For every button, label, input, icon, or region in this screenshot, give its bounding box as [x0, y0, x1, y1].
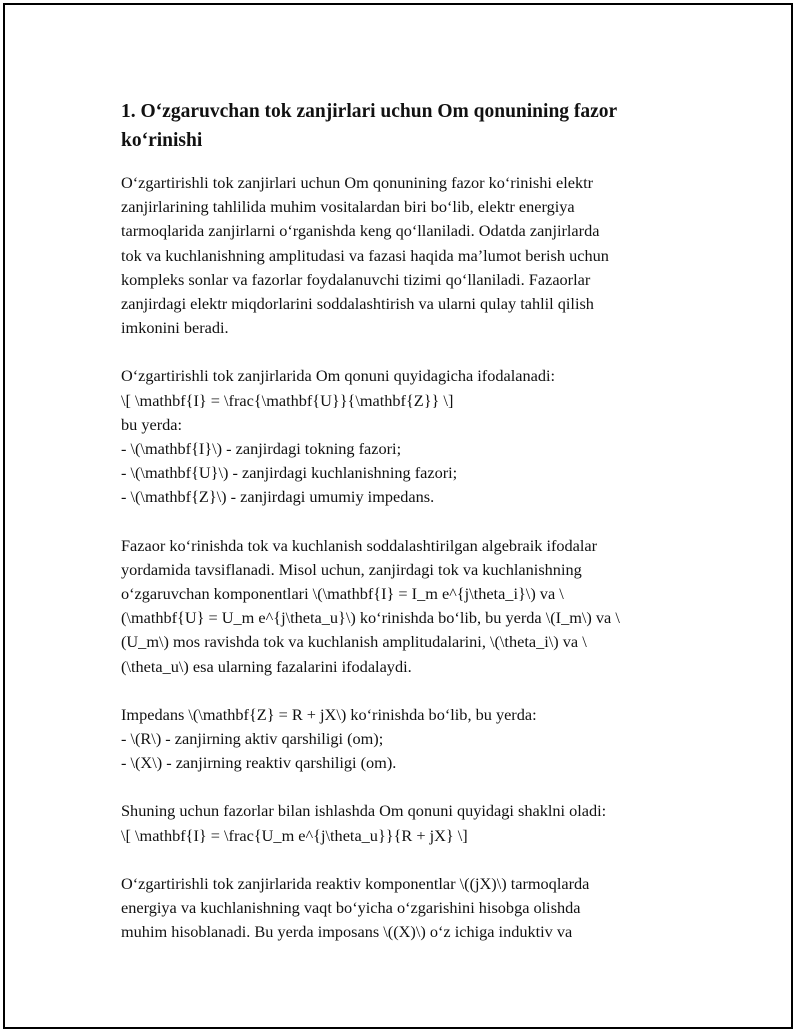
- paragraph-phasor-ohm: [121, 799, 699, 847]
- paragraph-phasor-form: [121, 534, 699, 679]
- paragraph-intro: [121, 171, 699, 340]
- document-body: [121, 97, 699, 968]
- text-line: O‘zgartirishli tok zanjirlarida reaktiv komponentlar \((jX)\) tarmoqlarda: [121, 873, 590, 893]
- text-line: zanjirlarining tahlilida muhim vositalardan biri bo‘lib, elektr energiya: [121, 197, 575, 217]
- text-line: imkonini beradi.: [121, 318, 229, 338]
- text-line: Fazaor ko‘rinishda tok va kuchlanish soddalashtirilgan algebraik ifodalar: [121, 535, 598, 555]
- formula-line: \[ \mathbf{I} = \frac{\mathbf{U}}{\mathbf{Z}} \]: [121, 390, 454, 410]
- text-line: yordamida tavsiflanadi. Misol uchun, zanjirdagi tok va kuchlanishning: [121, 559, 582, 579]
- text-line: Impedans \(\mathbf{Z} = R + jX\) ko‘rinishda bo‘lib, bu yerda:: [121, 704, 537, 724]
- page-frame: [3, 3, 793, 1029]
- formula-line: \[ \mathbf{I} = \frac{U_m e^{j\theta_u}}{R + jX} \]: [121, 825, 468, 845]
- text-line: muhim hisoblanadi. Bu yerda imposans \((X)\) o‘z ichiga induktiv va: [121, 922, 573, 942]
- text-line: tok va kuchlanishning amplitudasi va fazasi haqida ma’lumot berish uchun: [121, 245, 609, 265]
- title-line: 1. O‘zgaruvchan tok zanjirlari uchun Om qonunining fazor: [121, 101, 618, 122]
- text-line: energiya va kuchlanishning vaqt bo‘yicha o‘zgarishini hisobga olishda: [121, 898, 581, 918]
- text-line: o‘zgaruvchan komponentlari \(\mathbf{I} = I_m e^{j\theta_i}\) va \: [121, 584, 564, 604]
- list-item: - \(X\) - zanjirning reaktiv qarshiligi (om).: [121, 753, 397, 773]
- text-line: (\theta_u\) esa ularning fazalarini ifodalaydi.: [121, 656, 412, 676]
- text-line: O‘zgartirishli tok zanjirlarida Om qonuni quyidagicha ifodalanadi:: [121, 366, 556, 386]
- list-item: - \(R\) - zanjirning aktiv qarshiligi (om);: [121, 729, 384, 749]
- text-line: O‘zgartirishli tok zanjirlari uchun Om qonunining fazor ko‘rinishi elektr: [121, 173, 594, 192]
- list-item: - \(\mathbf{U}\) - zanjirdagi kuchlanishning fazori;: [121, 463, 458, 483]
- text-line: Shuning uchun fazorlar bilan ishlashda Om qonuni quyidagi shaklni oladi:: [121, 801, 607, 821]
- text-line: (U_m\) mos ravishda tok va kuchlanish amplitudalarini, \(\theta_i\) va \: [121, 632, 587, 652]
- section-title: [121, 97, 699, 155]
- text-line: zanjirdagi elektr miqdorlarini soddalashtirish va ularni qulay tahlil qilish: [121, 294, 594, 314]
- paragraph-ohm-law: [121, 364, 699, 509]
- title-line: ko‘rinishi: [121, 130, 203, 151]
- text-line: (\mathbf{U} = U_m e^{j\theta_u}\) ko‘rinishda bo‘lib, bu yerda \(I_m\) va \: [121, 608, 620, 628]
- paragraph-impedance: [121, 703, 699, 776]
- list-item: - \(\mathbf{I}\) - zanjirdagi tokning fazori;: [121, 439, 402, 459]
- text-line: tarmoqlarida zanjirlarni o‘rganishda keng qo‘llaniladi. Odatda zanjirlarda: [121, 221, 600, 241]
- text-line: kompleks sonlar va fazorlar foydalanuvchi tizimi qo‘llaniladi. Fazaorlar: [121, 269, 591, 289]
- list-item: - \(\mathbf{Z}\) - zanjirdagi umumiy impedans.: [121, 487, 435, 507]
- text-line: bu yerda:: [121, 414, 183, 434]
- paragraph-reactive: [121, 872, 699, 945]
